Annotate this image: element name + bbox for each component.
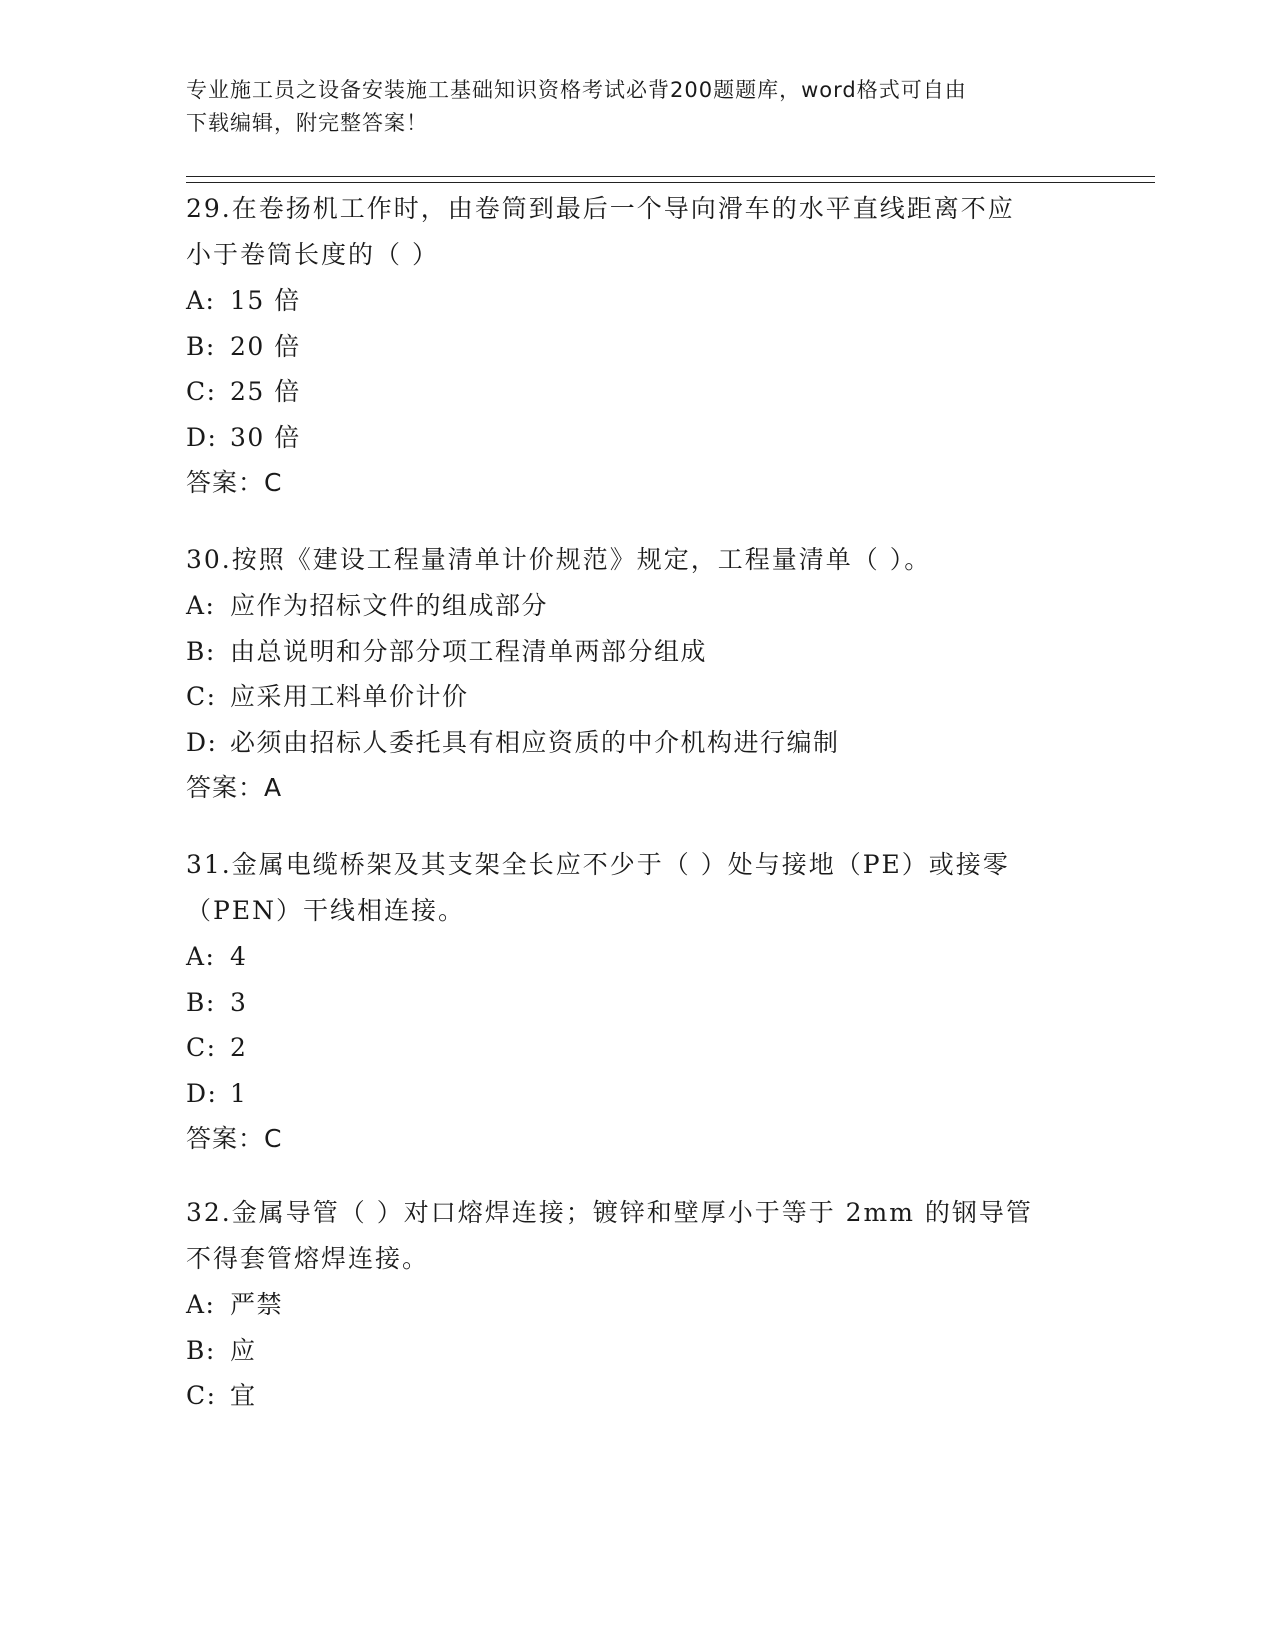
question-stem-line: 小于卷筒长度的（ ） [186, 240, 439, 269]
option-text: 2 [230, 1033, 248, 1062]
option-a [186, 1282, 1086, 1328]
question-stem-line: （PEN）干线相连接。 [186, 896, 465, 925]
option-label: A: [186, 286, 216, 315]
option-label: B: [186, 331, 216, 361]
option-text: 3 [230, 987, 248, 1017]
option-text: 1 [230, 1078, 248, 1108]
option-text: 宜 [230, 1381, 257, 1410]
option-text: 20 倍 [230, 331, 301, 361]
option-label: B: [186, 987, 216, 1017]
question-stem-line: 不得套管熔焊连接。 [186, 1244, 430, 1273]
option-text: 由总说明和分部分项工程清单两部分组成 [230, 636, 708, 666]
option-text: 必须由招标人委托具有相应资质的中介机构进行编制 [230, 727, 840, 757]
header-divider-top [186, 176, 1155, 177]
option-label: A: [186, 591, 216, 620]
option-d [186, 1071, 1086, 1117]
option-label: D: [186, 422, 218, 452]
option-label: C: [186, 1381, 217, 1410]
option-text: 应 [230, 1335, 257, 1365]
option-b [186, 629, 1086, 675]
answer: 答案：C [186, 1124, 283, 1153]
option-text: 25 倍 [230, 377, 301, 406]
option-c [186, 674, 1086, 720]
option-a [186, 278, 1086, 324]
option-b [186, 1328, 1086, 1374]
option-label: A: [186, 942, 216, 971]
option-a [186, 934, 1086, 980]
header-line-2: 下载编辑，附完整答案！ [186, 111, 428, 135]
answer: 答案：A [186, 773, 283, 802]
option-a [186, 583, 1086, 629]
option-c [186, 1025, 1086, 1071]
header-line-1: 专业施工员之设备安装施工基础知识资格考试必背200题题库，word格式可自由 [186, 78, 967, 102]
option-label: C: [186, 682, 217, 711]
option-d [186, 415, 1086, 461]
question-32 [186, 1190, 1086, 1419]
option-label: B: [186, 636, 216, 666]
option-text: 严禁 [230, 1290, 284, 1319]
option-label: D: [186, 1078, 218, 1108]
question-29 [186, 186, 1086, 506]
option-label: C: [186, 377, 217, 406]
option-text: 应作为招标文件的组成部分 [230, 591, 549, 620]
option-d [186, 720, 1086, 766]
option-text: 30 倍 [230, 422, 301, 452]
option-text: 4 [230, 942, 248, 971]
answer: 答案：C [186, 468, 283, 497]
question-30 [186, 537, 1086, 811]
option-c [186, 369, 1086, 415]
option-c [186, 1373, 1086, 1419]
option-label: C: [186, 1033, 217, 1062]
question-stem-line: 29.在卷扬机工作时，由卷筒到最后一个导向滑车的水平直线距离不应 [186, 194, 1015, 223]
option-label: B: [186, 1335, 216, 1365]
document-header [186, 74, 1066, 140]
option-label: D: [186, 727, 218, 757]
question-31 [186, 842, 1086, 1162]
option-b [186, 324, 1086, 370]
question-stem-line: 32.金属导管（ ）对口熔焊连接；镀锌和壁厚小于等于 2mm 的钢导管 [186, 1198, 1033, 1227]
question-stem-line: 30.按照《建设工程量清单计价规范》规定，工程量清单（ ）。 [186, 545, 932, 574]
option-label: A: [186, 1290, 216, 1319]
header-divider-bottom [186, 182, 1155, 183]
option-b [186, 980, 1086, 1026]
option-text: 应采用工料单价计价 [230, 682, 469, 711]
option-text: 15 倍 [230, 286, 301, 315]
question-stem-line: 31.金属电缆桥架及其支架全长应不少于（ ）处与接地（PE）或接零 [186, 850, 1010, 879]
